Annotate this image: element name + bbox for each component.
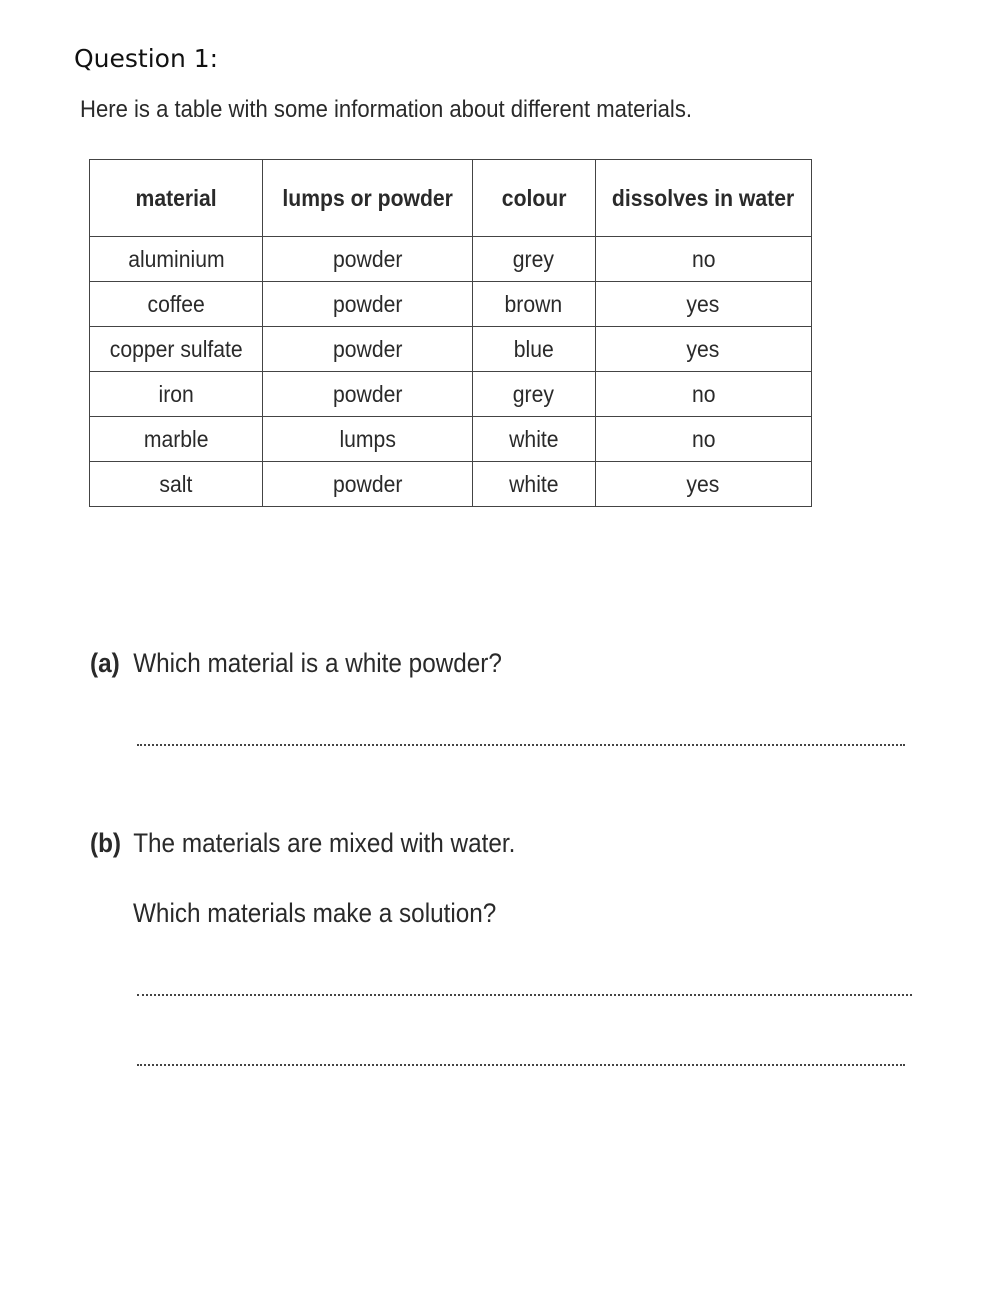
materials-table (89, 159, 812, 507)
table-cell: powder (262, 327, 472, 372)
answer-line-a[interactable] (137, 744, 905, 746)
table-cell: powder (262, 462, 472, 507)
table-row (90, 462, 812, 507)
table-row (90, 372, 812, 417)
table-cell: lumps (262, 417, 472, 462)
answer-line-b1[interactable] (137, 994, 912, 996)
header-lumps-or-powder: lumps or powder (262, 160, 472, 237)
table-cell: no (595, 372, 811, 417)
header-dissolves-in-water: dissolves in water (595, 160, 811, 237)
intro-text: Here is a table with some information about different materials. (80, 96, 693, 123)
table-cell: iron (90, 372, 263, 417)
question-b-label: (b) (90, 828, 122, 858)
table-cell: grey (472, 372, 595, 417)
table-cell: white (472, 462, 595, 507)
question-title: Question 1: (74, 44, 219, 73)
question-a-text: Which material is a white powder? (133, 648, 502, 678)
question-a (90, 648, 502, 679)
question-b-subtext: Which materials make a solution? (133, 898, 497, 928)
table-header-row (90, 160, 812, 237)
question-b (90, 828, 515, 859)
table-cell: powder (262, 282, 472, 327)
table-row (90, 282, 812, 327)
table-cell: salt (90, 462, 263, 507)
table-row (90, 417, 812, 462)
table-cell: marble (90, 417, 263, 462)
table-cell: blue (472, 327, 595, 372)
answer-line-b2[interactable] (137, 1064, 905, 1066)
table-cell: no (595, 237, 811, 282)
table-cell: coffee (90, 282, 263, 327)
table-cell: powder (262, 237, 472, 282)
table-cell: yes (595, 327, 811, 372)
table-cell: white (472, 417, 595, 462)
table-row (90, 327, 812, 372)
table-cell: copper sulfate (90, 327, 263, 372)
question-a-label: (a) (90, 648, 120, 678)
header-colour: colour (472, 160, 595, 237)
table-cell: yes (595, 282, 811, 327)
table-cell: no (595, 417, 811, 462)
table-cell: aluminium (90, 237, 263, 282)
table-cell: brown (472, 282, 595, 327)
header-material: material (90, 160, 263, 237)
table-cell: grey (472, 237, 595, 282)
table-row (90, 237, 812, 282)
question-b-text: The materials are mixed with water. (133, 828, 516, 858)
table-cell: powder (262, 372, 472, 417)
table-cell: yes (595, 462, 811, 507)
